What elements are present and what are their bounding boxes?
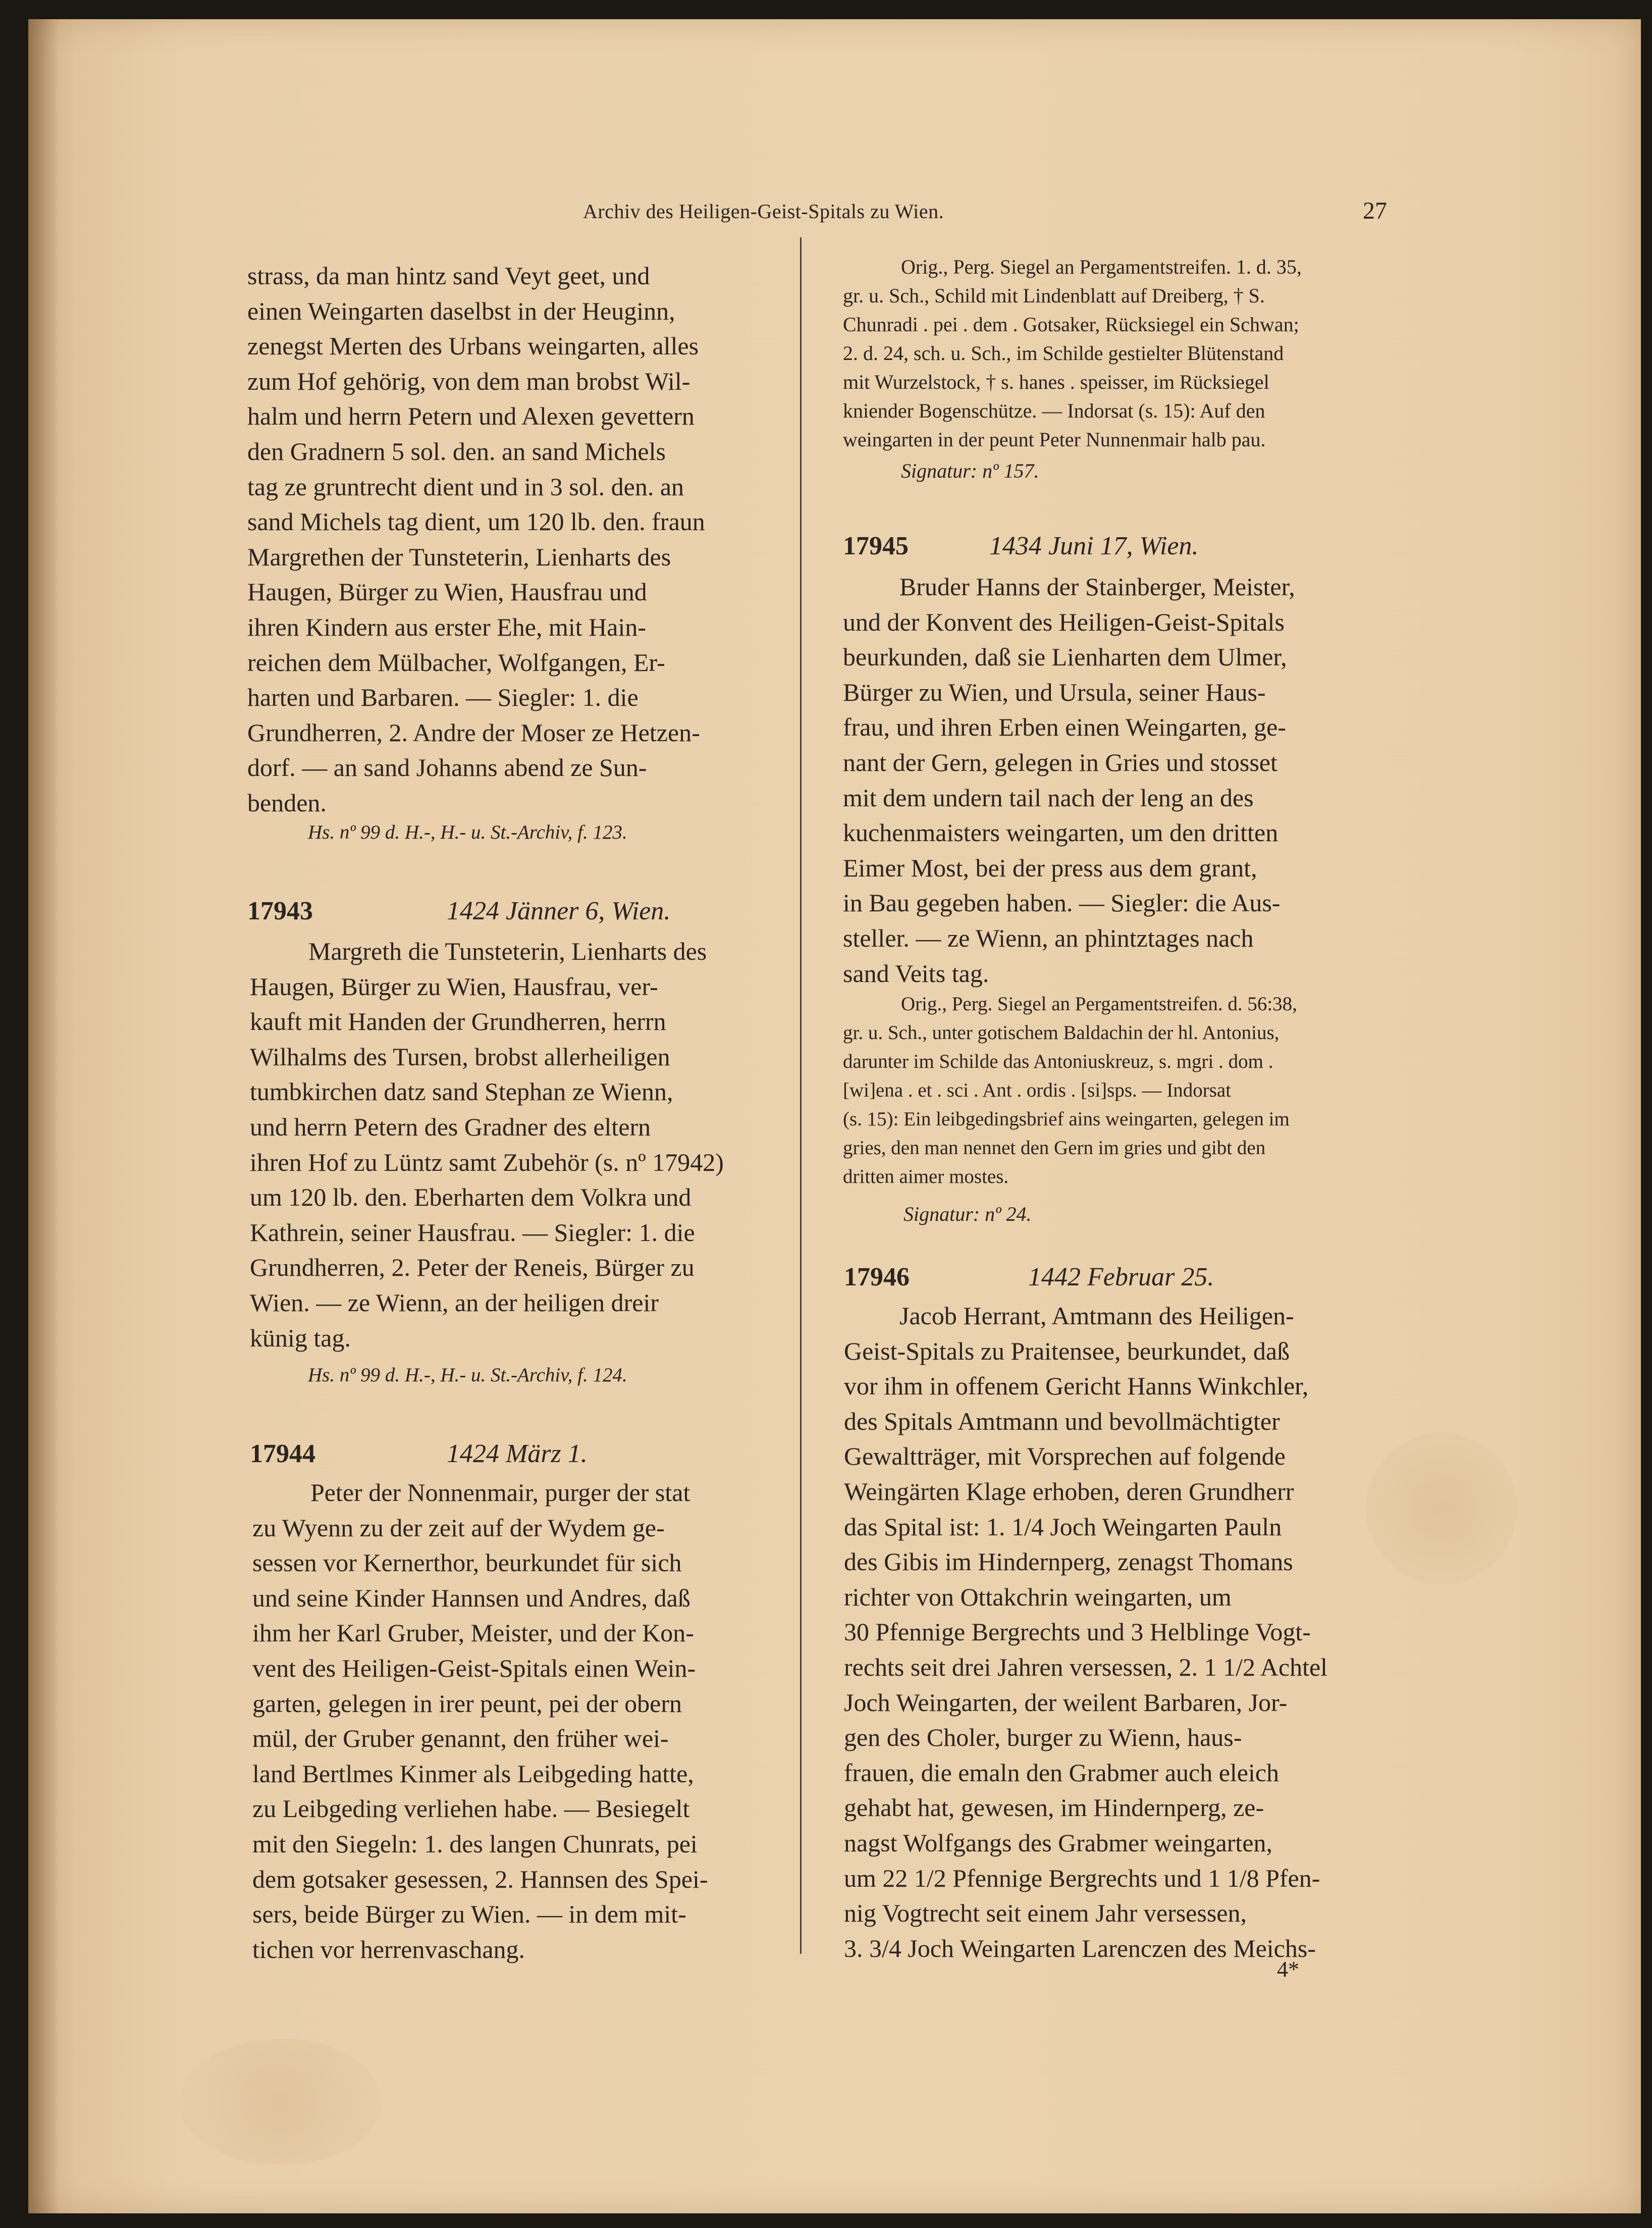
entry-source-17943: Hs. nº 99 d. H.-, H.- u. St.-Archiv, f. 124. <box>308 1364 627 1386</box>
signature-mark: 4* <box>1277 1957 1299 1982</box>
running-head: Archiv des Heiligen-Geist-Spitals zu Wien. <box>583 200 944 223</box>
entry-text-17946: Jacob Herrant, Amtmann des Heiligen- Geist-Spitals zu Praitensee, beurkundet, daß vor ihm in offenem Gericht Hanns Winkchler, des Spitals Amtmann und bevollmächtigter Gewaltträger, mit Vorsprechen auf folgende Weingärten Klage erhoben, deren Grundherr das Spital ist: 1. 1/4 Joch Weingarten Pauln des Gibis im Hindernperg, zenagst Thomans richter von Ottakchrin weingarten, um 30 Pfennige Bergrechts und 3 Helblinge Vogt- rechts seit drei Jahren versessen, 2. 1 1/2 Achtel Joch Weingarten, der weilent Barbaren, Jor- gen des Choler, burger zu Wienn, haus- frauen, die emaln den Grabmer auch eleich gehabt hat, gewesen, im Hindernperg, ze- nagst Wolfgangs des Grabmer weingarten, um 22 1/2 Pfennige Bergrechts und 1 1/8 Pfen- nig Vogtrecht seit einem Jahr versessen, 3. 3/4 Joch Weingarten Larenczen des Meichs- <box>844 1302 1328 1962</box>
entry-text-17943: Margreth die Tunsteterin, Lienharts des Haugen, Bürger zu Wien, Hausfrau, ver- kauft mit Handen der Grundherren, herrn Wilhalms des Tursen, brobst allerheiligen tumbkirchen datz sand Stephan ze Wienn, und herrn Petern des Gradner des eltern ihren Hof zu Lüntz samt Zubehör (s. nº 17942) um 120 lb. den. Eberharten dem Volkra und Kathrein, seiner Hausfrau. — Siegler: 1. die Grundherren, 2. Peter der Reneis, Bürger zu Wien. — ze Wienn, an der heiligen dreir künig tag. <box>250 937 724 1352</box>
entry-text-17944: Peter der Nonnenmair, purger der stat zu Wyenn zu der zeit auf der Wydem ge- sessen vor Kernerthor, beurkundet für sich und seine Kinder Hannsen und Andres, daß ihm her Karl Gruber, Meister, und der Kon- vent des Heiligen-Geist-Spitals einen Wein- garten, gelegen in irer peunt, pei der obern mül, der Gruber genannt, den früher wei- land Bertlmes Kinmer als Leibgeding hatte, zu Leibgeding verliehen habe. — Besiegelt mit den Siegeln: 1. des langen Chunrats, pei dem gotsaker gesessen, 2. Hannsen des Spei- sers, beide Bürger zu Wien. — in dem mit- tichen vor herrenvaschang. <box>252 1478 708 1963</box>
entry-date: 1442 Februar 25. <box>1028 1263 1214 1291</box>
left-continuation-source: Hs. nº 99 d. H.-, H.- u. St.-Archiv, f. 123. <box>308 821 627 843</box>
binding-shadow <box>28 19 59 2213</box>
paper-stain <box>180 2039 382 2165</box>
entry-date: 1424 März 1. <box>447 1439 588 1468</box>
entry-date: 1434 Juni 17, Wien. <box>989 532 1199 560</box>
entry-signature-17945: Signatur: nº 24. <box>903 1203 1032 1225</box>
entry-number: 17945 <box>843 532 909 560</box>
right-note-top: Orig., Perg. Siegel an Pergamentstreifen. 1. d. 35, gr. u. Sch., Schild mit Lindenblatt auf Dreiberg, † S. Chunradi . pei . dem . Gotsaker, Rücksiegel ein Schwan; 2. d. 24, sch. u. Sch., im Schilde gestielter Blütenstand mit Wurzelstock, † s. hanes . speisser, im Rücksiegel kniender Bogenschütze. — Indorsat (s. 15): Auf den weingarten in der peunt Peter Nunnenmair halb pau. <box>843 255 1302 451</box>
entry-text-17945: Bruder Hanns der Stainberger, Meister, und der Konvent des Heiligen-Geist-Spitals beurkunden, daß sie Lienharten dem Ulmer, Bürger zu Wien, und Ursula, seiner Haus- frau, und ihren Erben einen Weingarten, ge- nant der Gern, gelegen in Gries und stosset mit dem undern tail nach der leng an des kuchenmaisters weingarten, um den dritten Eimer Most, bei der press aus dem grant, in Bau gegeben haben. — Siegler: die Aus- steller. — ze Wienn, an phintztages nach sand Veits tag. <box>843 573 1295 988</box>
page-number: 27 <box>1363 197 1387 224</box>
entry-note-17945: Orig., Perg. Siegel an Pergamentstreifen. d. 56:38, gr. u. Sch., unter gotischem Baldachin der hl. Antonius, darunter im Schilde das Antoniuskreuz, s. mgri . dom . [wi]ena . et . sci . Ant . ordis . [si]sps. — Indorsat (s. 15): Ein leibgedingsbrief ains weingarten, gelegen im gries, den man nennet den Gern im gries und gibt den dritten aimer mostes. <box>843 993 1297 1187</box>
entry-number: 17943 <box>247 897 313 925</box>
entry-number: 17944 <box>250 1439 315 1468</box>
right-signature-top: Signatur: nº 157. <box>901 459 1039 482</box>
entry-date: 1424 Jänner 6, Wien. <box>447 897 671 925</box>
entry-number: 17946 <box>844 1263 910 1291</box>
left-continuation-text: strass, da man hintz sand Veyt geet, und einen Weingarten daselbst in der Heuginn, zenegst Merten des Urbans weingarten, alles zum Hof gehörig, von dem man brobst Wil- halm und herrn Petern und Alexen gevettern den Gradnern 5 sol. den. an sand Michels tag ze gruntrecht dient und in 3 sol. den. an sand Michels tag dient, um 120 lb. den. fraun Margrethen der Tunsteterin, Lienharts des Haugen, Bürger zu Wien, Hausfrau und ihren Kindern aus erster Ehe, mit Hain- reichen dem Mülbacher, Wolfgangen, Er- harten und Barbaren. — Siegler: 1. die Grundherren, 2. Andre der Moser ze Hetzen- dorf. — an sand Johanns abend ze Sun- benden. <box>247 262 705 817</box>
